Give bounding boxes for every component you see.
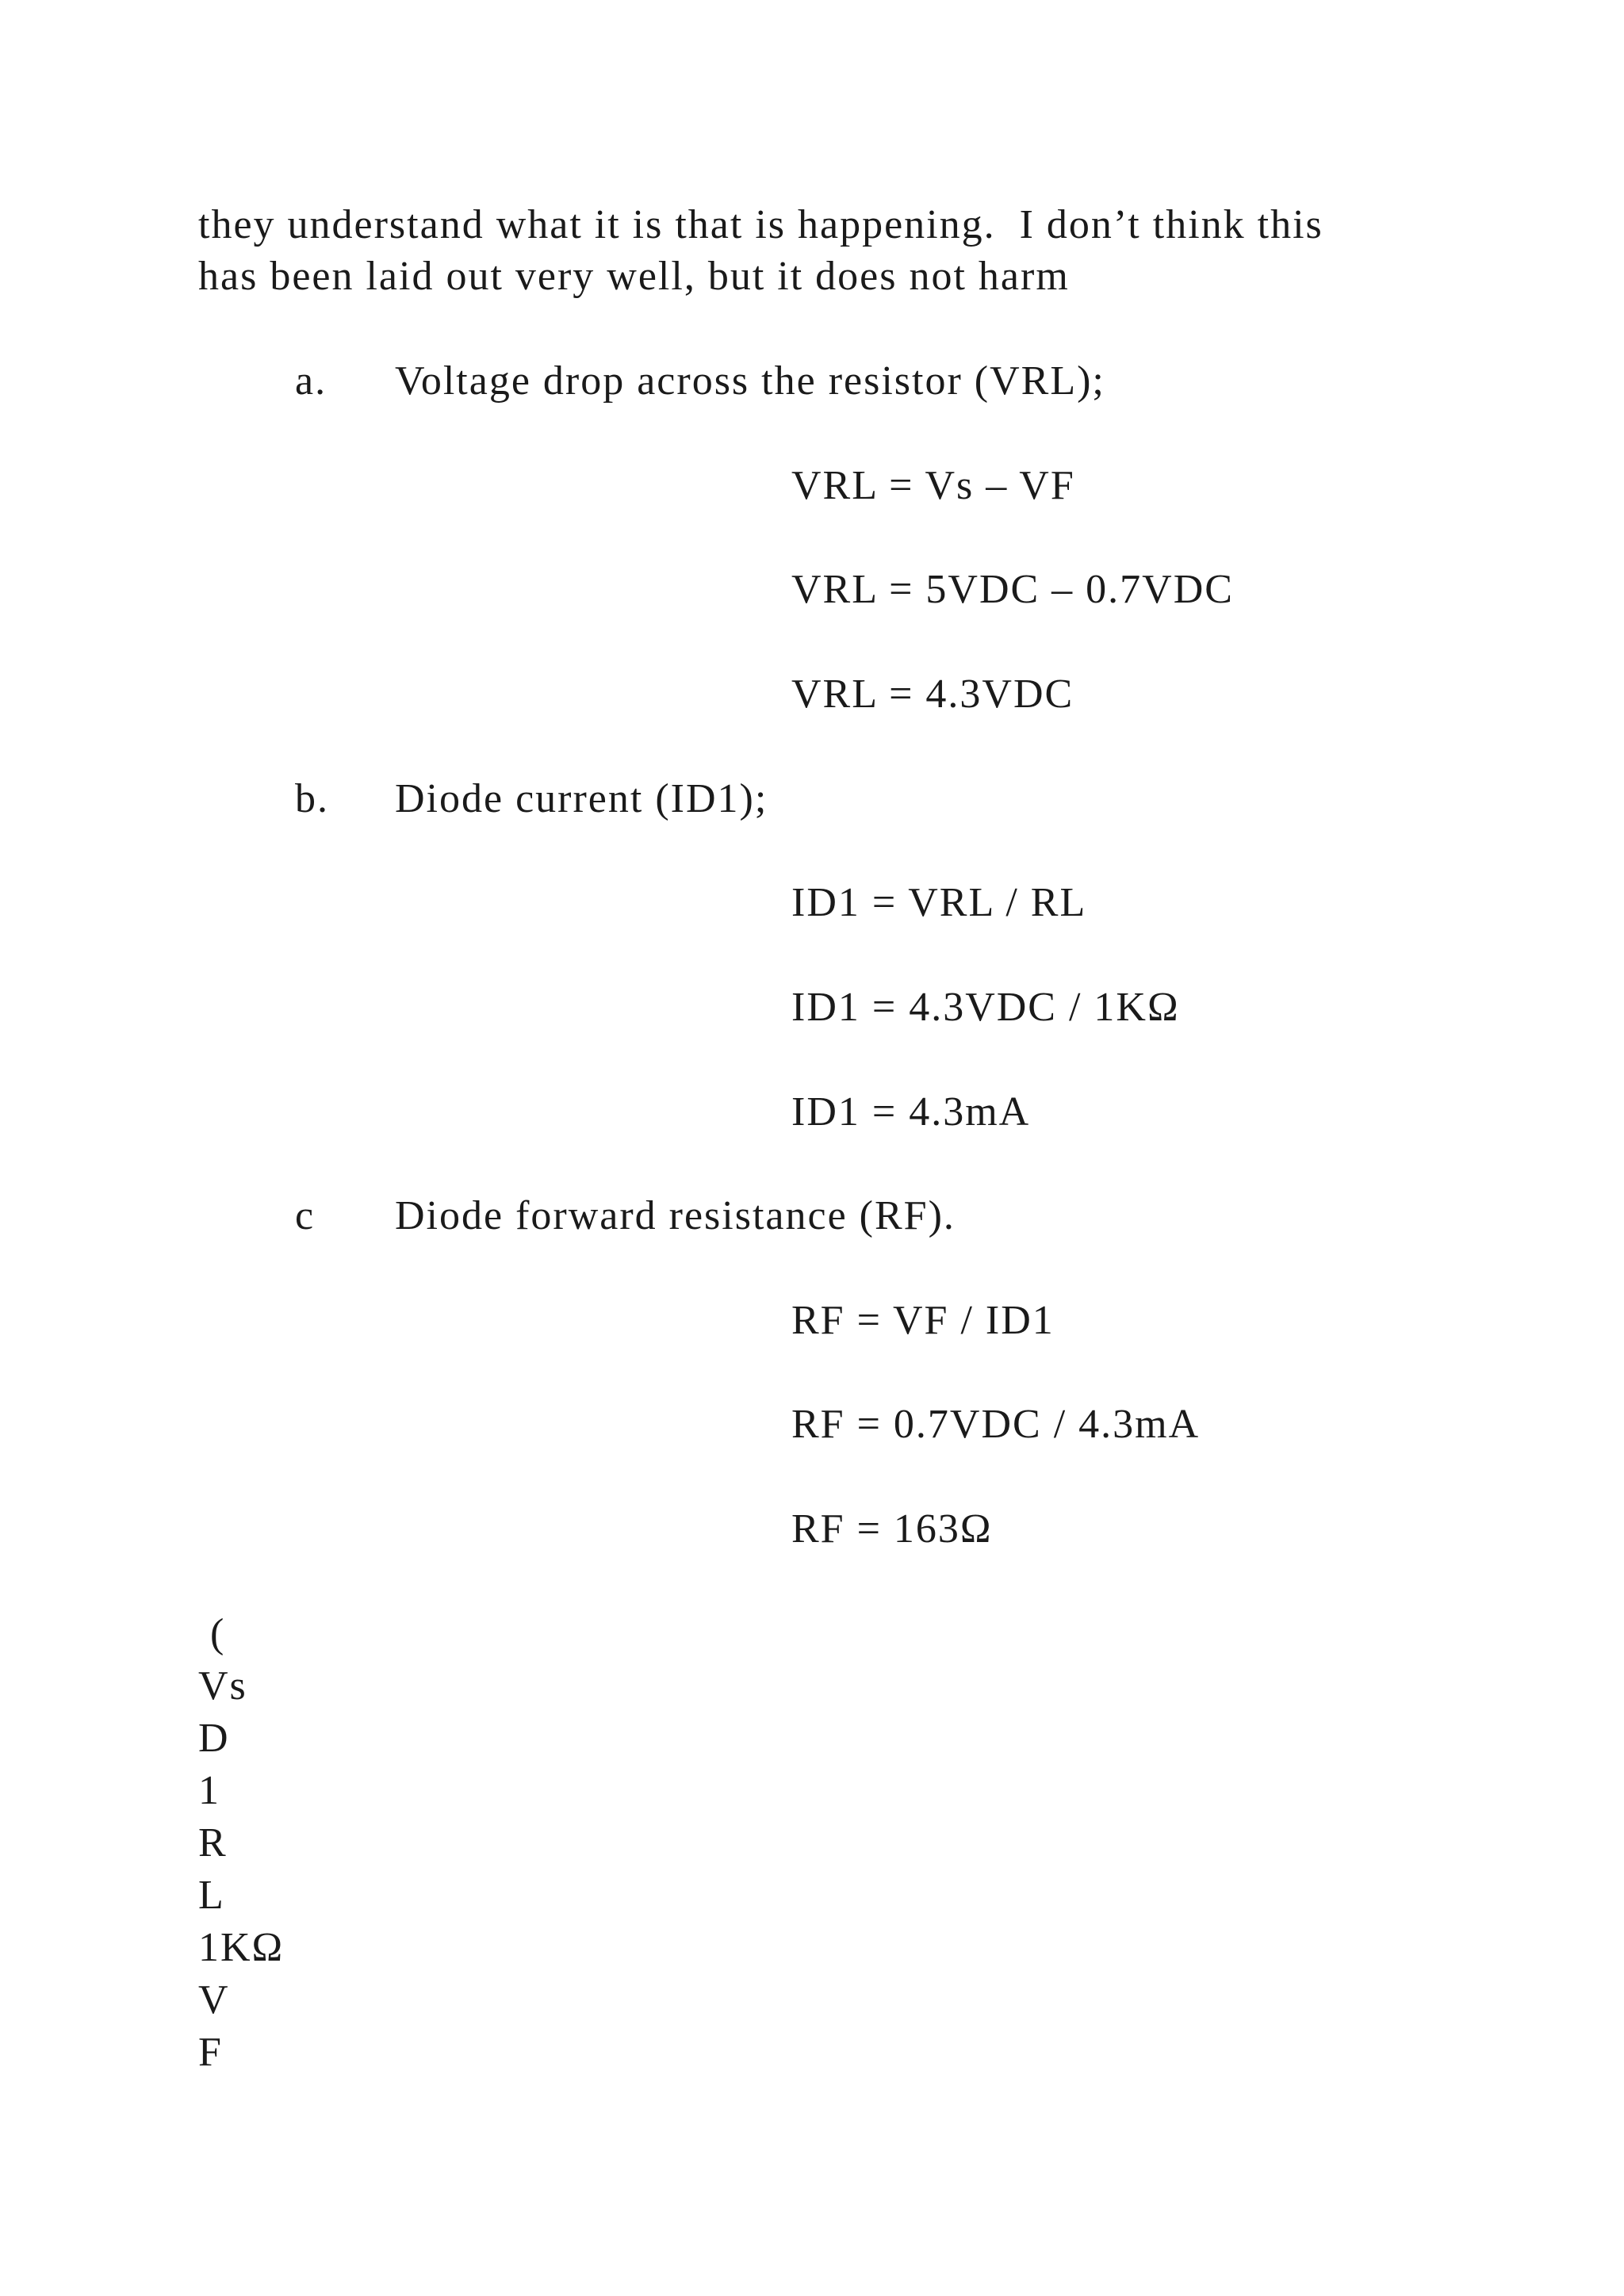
equation-b-3: ID1 = 4.3mA bbox=[791, 1089, 1031, 1135]
circuit-label: F bbox=[198, 2030, 223, 2075]
circuit-label: D bbox=[198, 1716, 230, 1761]
item-c-heading: Diode forward resistance (RF). bbox=[395, 1193, 956, 1238]
equation-c-1: RF = VF / ID1 bbox=[791, 1298, 1055, 1343]
intro-line-1: they understand what it is that is happening. I don’t think this bbox=[198, 202, 1323, 247]
item-c-marker: c bbox=[295, 1193, 316, 1238]
circuit-label: ( bbox=[198, 1611, 226, 1656]
item-a-heading: Voltage drop across the resistor (VRL); bbox=[395, 358, 1105, 404]
equation-c-3: RF = 163Ω bbox=[791, 1506, 993, 1552]
equation-a-3: VRL = 4.3VDC bbox=[791, 672, 1074, 717]
circuit-label: 1 bbox=[198, 1768, 220, 1813]
item-b-marker: b. bbox=[295, 776, 329, 821]
item-b-heading: Diode current (ID1); bbox=[395, 776, 768, 821]
equation-a-2: VRL = 5VDC – 0.7VDC bbox=[791, 567, 1234, 612]
circuit-label: V bbox=[198, 1977, 230, 2022]
circuit-label: 1KΩ bbox=[198, 1925, 285, 1970]
equation-a-1: VRL = Vs – VF bbox=[791, 463, 1075, 508]
equation-c-2: RF = 0.7VDC / 4.3mA bbox=[791, 1402, 1201, 1447]
equation-b-1: ID1 = VRL / RL bbox=[791, 880, 1087, 925]
circuit-label: Vs bbox=[198, 1663, 247, 1709]
item-a-marker: a. bbox=[295, 358, 327, 404]
equation-b-2: ID1 = 4.3VDC / 1KΩ bbox=[791, 985, 1180, 1030]
circuit-label: R bbox=[198, 1820, 228, 1866]
circuit-label: L bbox=[198, 1873, 225, 1918]
intro-line-2: has been laid out very well, but it does not harm bbox=[198, 254, 1070, 299]
